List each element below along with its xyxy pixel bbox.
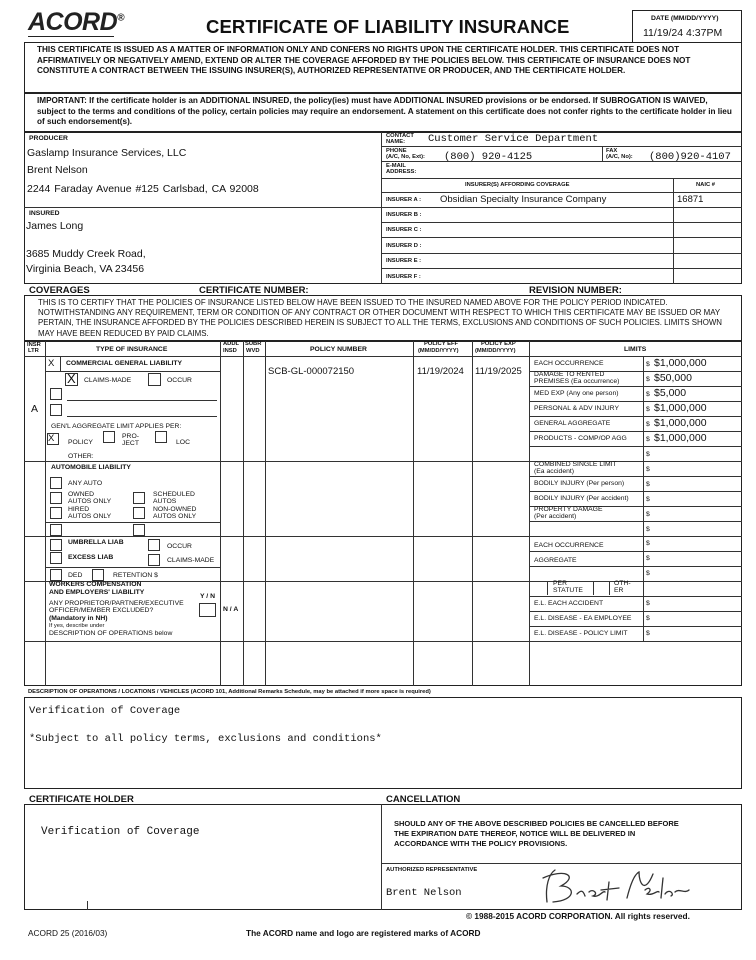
coverages-label: COVERAGES <box>29 285 90 296</box>
col-subr: SUBR <box>245 341 262 347</box>
cgl-check-col <box>60 356 61 371</box>
line-c1 <box>381 146 742 147</box>
fax-label2: (A/C, No): <box>606 154 633 160</box>
ded-label: DED <box>68 572 83 579</box>
limit-row-line <box>529 521 742 522</box>
workers-q4: If yes, describe under <box>49 623 105 629</box>
other-2: ER <box>614 587 624 594</box>
limit-label: MED EXP (Any one person) <box>534 389 619 397</box>
revision-number-label: REVISION NUMBER: <box>529 285 622 296</box>
insured-label: INSURED <box>29 210 60 217</box>
nonowned-checkbox[interactable] <box>133 507 145 519</box>
dollar-sign: $ <box>646 510 650 518</box>
col-eff: POLICY EFF <box>424 341 459 347</box>
acord-logo <box>28 10 124 35</box>
col-type: TYPE OF INSURANCE <box>96 346 168 353</box>
cgl-blank1-box[interactable] <box>50 388 62 400</box>
umbrella-occur-label: OCCUR <box>167 543 192 550</box>
occur-checkbox[interactable] <box>148 373 161 386</box>
limit-row-line <box>529 551 742 552</box>
claims-made-mark: X <box>67 371 76 386</box>
policy-label: POLICY <box>68 439 93 446</box>
notice-text: THIS CERTIFICATE IS ISSUED AS A MATTER OF INFORMATION ONLY AND CONFERS NO RIGHTS UPON THE CERTIFICATE HOLDER. THIS CERTIFICATE DOES NOT AFFIRMATIVELY OR NEGATIVELY AMEND, EXTEND OR ALTER THE COVERAGE AFFORDED BY THE POLICIES BELOW. THIS CERTIFICATE OF INSURANCE DOES NOT CONSTITUTE A CONTRACT BETWEEN THE ISSUING INSURER(S), AUTHORIZED REPRESENTATIVE OR PRODUCER, AND THE CERTIFICATE HOLDER. <box>37 45 691 76</box>
description-line1: Verification of Coverage <box>29 705 181 717</box>
limit-label: EACH OCCURRENCE <box>534 359 604 367</box>
dollar-sign: $ <box>646 495 650 503</box>
limit-row-line <box>529 536 742 537</box>
producer-contact-person: Brent Nelson <box>27 164 88 176</box>
insured-address2: Virginia Beach, VA 23456 <box>26 263 145 275</box>
other-1: OTH- <box>614 580 631 587</box>
col-policy: POLICY NUMBER <box>310 346 367 353</box>
holder-label: CERTIFICATE HOLDER <box>29 794 134 805</box>
workers-title2: AND EMPLOYERS' LIABILITY <box>49 589 145 596</box>
limit-row-line <box>529 416 742 417</box>
nonowned-label2: AUTOS ONLY <box>153 513 197 520</box>
col-ltr: LTR <box>28 348 39 354</box>
limit-value: $1,000,000 <box>654 416 707 429</box>
form-number: ACORD 25 (2016/03) <box>28 928 108 938</box>
occur-label: OCCUR <box>167 377 192 384</box>
producer-name: Gaslamp Insurance Services, LLC <box>27 147 187 159</box>
dollar-sign: $ <box>646 630 650 637</box>
auto-title: AUTOMOBILE LIABILITY <box>51 464 131 471</box>
dollar-sign: $ <box>646 360 650 368</box>
table-header-line <box>24 356 742 357</box>
col-exp-fmt: (MM/DD/YYYY) <box>475 348 516 354</box>
limit-label-2: (Per accident) <box>534 513 577 520</box>
date-label: DATE (MM/DD/YYYY) <box>651 15 719 22</box>
per-statute-2: STATUTE <box>553 587 583 594</box>
limit-value: $50,000 <box>654 371 692 384</box>
loc-label: LOC <box>176 439 190 446</box>
dollar-sign: $ <box>646 615 650 622</box>
auto-blank <box>45 522 220 523</box>
umbrella-checkbox[interactable] <box>50 539 62 551</box>
limit-label: PERSONAL & ADV INJURY <box>534 404 619 412</box>
producer-divider <box>381 132 382 284</box>
dollar-sign: $ <box>646 420 650 428</box>
dollar-sign: $ <box>646 480 650 488</box>
nonowned-label1: NON-OWNED <box>153 506 197 513</box>
insurer-name: Obsidian Specialty Insurance Company <box>440 194 607 205</box>
hired-checkbox[interactable] <box>50 507 62 519</box>
insurers-header: INSURER(S) AFFORDING COVERAGE <box>465 182 570 188</box>
col-eff-fmt: (MM/DD/YYYY) <box>418 348 459 354</box>
owned-label2: AUTOS ONLY <box>68 498 112 505</box>
col-addl: ADDL <box>223 341 240 347</box>
limit-row-line <box>529 446 742 447</box>
v-limits <box>643 356 644 641</box>
insurer-row-line <box>381 237 742 238</box>
dollar-sign: $ <box>646 555 650 562</box>
owned-label1: OWNED <box>68 491 95 498</box>
page-title: CERTIFICATE OF LIABILITY INSURANCE <box>206 16 570 37</box>
dollar-sign: $ <box>646 600 650 607</box>
limit-label-2: PREMISES (Ea occurrence) <box>534 378 620 385</box>
dollar-sign: $ <box>646 570 650 577</box>
umbrella-claims-label: CLAIMS-MADE <box>167 557 215 564</box>
umbrella-label: UMBRELLA LIAB <box>68 539 124 546</box>
claims-made-label: CLAIMS-MADE <box>84 377 132 384</box>
limit-label: PROPERTY DAMAGE <box>534 506 603 513</box>
umbrella-limit1: EACH OCCURRENCE <box>534 542 604 549</box>
workers-q2: OFFICER/MEMBER EXCLUDED? <box>49 607 154 614</box>
holder-divider <box>381 804 382 910</box>
description-label: DESCRIPTION OF OPERATIONS / LOCATIONS / VEHICLES (ACORD 101, Additional Remarks Schedule, may be attached if more space is required) <box>28 689 431 695</box>
producer-label: PRODUCER <box>29 135 68 142</box>
owned-checkbox[interactable] <box>50 492 62 504</box>
limit-label: BODILY INJURY (Per person) <box>534 479 625 487</box>
limit-row-line <box>529 431 742 432</box>
fax-divider <box>602 146 603 161</box>
cancel-text1: SHOULD ANY OF THE ABOVE DESCRIBED POLICIES BE CANCELLED BEFORE <box>394 819 679 828</box>
v-addl <box>243 341 244 686</box>
important-text: IMPORTANT: If the certificate holder is an ADDITIONAL INSURED, the policy(ies) must have ADDITIONAL INSURED provisions or be endorsed. If SUBROGATION IS WAIVED, subject to the terms and conditions of the policy, certain policies may require an endorsement. A statement on this certificate does not confer rights to the certificate holder in lieu of such endorsement(s). <box>37 96 732 127</box>
cancel-text3: ACCORDANCE WITH THE POLICY PROVISIONS. <box>394 839 568 848</box>
phone-value: (800) 920-4125 <box>444 151 533 163</box>
fax-value: (800)920-4107 <box>649 151 731 163</box>
cgl-exp-date: 11/19/2025 <box>475 366 522 377</box>
any-auto-checkbox[interactable] <box>50 477 62 489</box>
insurer-label: INSURER C : <box>386 227 422 233</box>
dollar-sign: $ <box>646 390 650 398</box>
ded-checkbox[interactable] <box>50 569 62 581</box>
insured-address1: 3685 Muddy Creek Road, <box>26 248 146 260</box>
any-auto-label: ANY AUTO <box>68 480 103 487</box>
hired-label2: AUTOS ONLY <box>68 513 112 520</box>
cgl-eff-date: 11/19/2024 <box>417 366 464 377</box>
retention-checkbox[interactable] <box>92 569 104 581</box>
other-label: OTHER: <box>68 453 94 460</box>
insurer-row-line <box>381 253 742 254</box>
per-box-b <box>529 596 742 597</box>
cgl-title: COMMERCIAL GENERAL LIABILITY <box>66 360 183 367</box>
signature <box>535 864 695 912</box>
dollar-sign: $ <box>646 525 650 533</box>
cgl-blank1 <box>67 400 217 401</box>
limit-label: BODILY INJURY (Per accident) <box>534 494 629 502</box>
per-box-m <box>593 581 594 595</box>
date-value: 11/19/24 4:37PM <box>643 27 723 39</box>
line-c2 <box>381 161 742 162</box>
limit-label: COMBINED SINGLE LIMIT <box>534 461 617 468</box>
umbrella-occur-checkbox[interactable] <box>148 539 160 551</box>
certificate-number-label: CERTIFICATE NUMBER: <box>199 285 309 296</box>
limit-row-line <box>529 401 742 402</box>
per-box-r <box>609 581 610 595</box>
workers-title1: WORKERS COMPENSATION <box>49 581 142 588</box>
v-policy <box>413 341 414 686</box>
scheduled-label1: SCHEDULED <box>153 491 195 498</box>
dollar-sign: $ <box>646 540 650 547</box>
per-box-l <box>547 581 548 595</box>
project-checkbox[interactable] <box>103 431 115 443</box>
registered-marks: The ACORD name and logo are registered marks of ACORD <box>246 928 481 938</box>
dollar-sign: $ <box>646 465 650 473</box>
line-c4 <box>381 192 742 193</box>
footer-tick <box>87 901 88 910</box>
gen-agg-label: GEN'L AGGREGATE LIMIT APPLIES PER: <box>51 423 182 430</box>
phone-label: PHONE <box>386 148 407 154</box>
hired-label1: HIRED <box>68 506 90 513</box>
contact-name: Customer Service Department <box>428 133 599 145</box>
limit-row-line <box>529 611 742 612</box>
limit-label: E.L. EACH ACCIDENT <box>534 600 604 607</box>
workers-q1: ANY PROPRIETOR/PARTNER/EXECUTIVE <box>49 600 184 607</box>
cancellation-label: CANCELLATION <box>386 794 461 805</box>
insured-name: James Long <box>26 220 84 232</box>
insurer-label: INSURER B : <box>386 212 422 218</box>
cgl-mark: X <box>48 358 55 369</box>
naic-header: NAIC # <box>696 182 716 188</box>
logo-text: ACORD <box>28 8 118 36</box>
contact-name-label2: NAME: <box>386 139 405 145</box>
cgl-blank2 <box>67 416 217 417</box>
col-insd: INSD <box>223 348 237 354</box>
workers-yn: Y / N <box>200 593 215 600</box>
v-subr <box>265 341 266 686</box>
scheduled-checkbox[interactable] <box>133 492 145 504</box>
dollar-sign: $ <box>646 450 650 458</box>
v-exp <box>529 341 530 686</box>
email-label2: ADDRESS: <box>386 169 417 175</box>
insurer-naic: 16871 <box>677 194 704 205</box>
policy-mark: X <box>48 433 55 444</box>
umbrella-claims-checkbox[interactable] <box>148 554 160 566</box>
registered-mark: ® <box>117 12 125 24</box>
col-limits: LIMITS <box>624 346 647 353</box>
limit-value: $5,000 <box>654 386 687 399</box>
cancel-text2: THE EXPIRATION DATE THEREOF, NOTICE WILL BE DELIVERED IN <box>394 829 636 838</box>
insured-divider <box>24 207 381 208</box>
limit-value: $1,000,000 <box>654 356 707 369</box>
insurer-label: INSURER D : <box>386 243 422 249</box>
limit-value: $1,000,000 <box>654 431 707 444</box>
cgl-insr-ltr: A <box>31 403 39 415</box>
workers-q3: (Mandatory in NH) <box>49 615 108 622</box>
coverage-statement: THIS IS TO CERTIFY THAT THE POLICIES OF INSURANCE LISTED BELOW HAVE BEEN ISSUED TO THE INSURED NAMED ABOVE FOR THE POLICY PERIOD INDICATED. NOTWITHSTANDING ANY REQUIREMENT, TERM OR CONDITION OF ANY CONTRACT OR OTHER DOCUMENT WITH RESPECT TO WHICH THIS CERTIFICATE MAY BE ISSUED OR MAY PERTAIN, THE INSURANCE AFFORDED BY THE POLICIES DESCRIBED HEREIN IS SUBJECT TO ALL THE TERMS, EXCLUSIONS AND CONDITIONS OF SUCH POLICIES. LIMITS SHOWN MAY HAVE BEEN REDUCED BY PAID CLAIMS. <box>38 298 722 338</box>
workers-na: N / A <box>223 606 239 613</box>
limit-row-line <box>529 491 742 492</box>
phone-label2: (A/C, No, Ext): <box>386 154 425 160</box>
sep-other <box>24 641 742 642</box>
limit-row-line <box>529 566 742 567</box>
limit-label: E.L. DISEASE - POLICY LIMIT <box>534 630 628 637</box>
umbrella-ded-line <box>45 567 220 568</box>
col-wvd: WVD <box>246 348 260 354</box>
line-c3 <box>381 178 742 179</box>
limit-label: E.L. DISEASE - EA EMPLOYEE <box>534 615 632 622</box>
producer-address: 2244 Faraday Avenue #125 Carlsbad, CA 92008 <box>27 183 259 195</box>
description-line2: *Subject to all policy terms, exclusions and conditions* <box>29 733 382 745</box>
auto-blank-box2[interactable] <box>133 524 145 536</box>
auth-rep-name: Brent Nelson <box>386 887 462 899</box>
scheduled-label2: AUTOS <box>153 498 177 505</box>
dollar-sign: $ <box>646 375 650 383</box>
loc-checkbox[interactable] <box>155 431 167 443</box>
v-insr <box>45 341 46 686</box>
col-insr: INSR <box>27 342 41 348</box>
contact-name-label: CONTACT <box>386 133 414 139</box>
insurer-label: INSURER E : <box>386 258 422 264</box>
cgl-policy-number: SCB-GL-000072150 <box>268 366 355 377</box>
logo-underline <box>28 36 114 37</box>
insurer-row-line <box>381 268 742 269</box>
workers-q5: DESCRIPTION OF OPERATIONS below <box>49 630 173 637</box>
project-label1: PRO- <box>122 433 139 440</box>
limit-value: $1,000,000 <box>654 401 707 414</box>
auto-blank-box1[interactable] <box>50 524 62 536</box>
holder-text: Verification of Coverage <box>41 826 200 838</box>
insurer-row-line <box>381 207 742 208</box>
fax-label: FAX <box>606 148 618 154</box>
copyright: © 1988-2015 ACORD CORPORATION. All rights reserved. <box>466 911 690 921</box>
cgl-blank2-box[interactable] <box>50 404 62 416</box>
dollar-sign: $ <box>646 405 650 413</box>
limit-label-2: (Ea accident) <box>534 468 575 475</box>
limit-label: GENERAL AGGREGATE <box>534 419 611 427</box>
email-label: E-MAIL <box>386 163 406 169</box>
umbrella-limit2: AGGREGATE <box>534 557 577 564</box>
auth-rep-label: AUTHORIZED REPRESENTATIVE <box>386 867 478 873</box>
col-exp: POLICY EXP <box>481 341 516 347</box>
per-statute-1: PER <box>553 580 567 587</box>
insurer-label: INSURER A : <box>386 197 421 203</box>
workers-na-line <box>220 581 221 641</box>
excess-checkbox[interactable] <box>50 552 62 564</box>
limit-row-line <box>529 626 742 627</box>
v-eff <box>472 341 473 686</box>
retention-label: RETENTION $ <box>113 572 158 579</box>
insurer-label: INSURER F : <box>386 274 421 280</box>
limit-label: PRODUCTS - COMP/OP AGG <box>534 434 627 442</box>
excess-label: EXCESS LIAB <box>68 554 114 561</box>
limit-label: DAMAGE TO RENTED <box>534 371 605 378</box>
limit-row-line <box>529 386 742 387</box>
limit-row-line <box>529 476 742 477</box>
workers-yn-checkbox[interactable] <box>199 603 216 617</box>
insurer-row-line <box>381 222 742 223</box>
policy-checkbox[interactable] <box>47 433 59 445</box>
dollar-sign: $ <box>646 435 650 443</box>
project-label2: JECT <box>122 440 139 447</box>
